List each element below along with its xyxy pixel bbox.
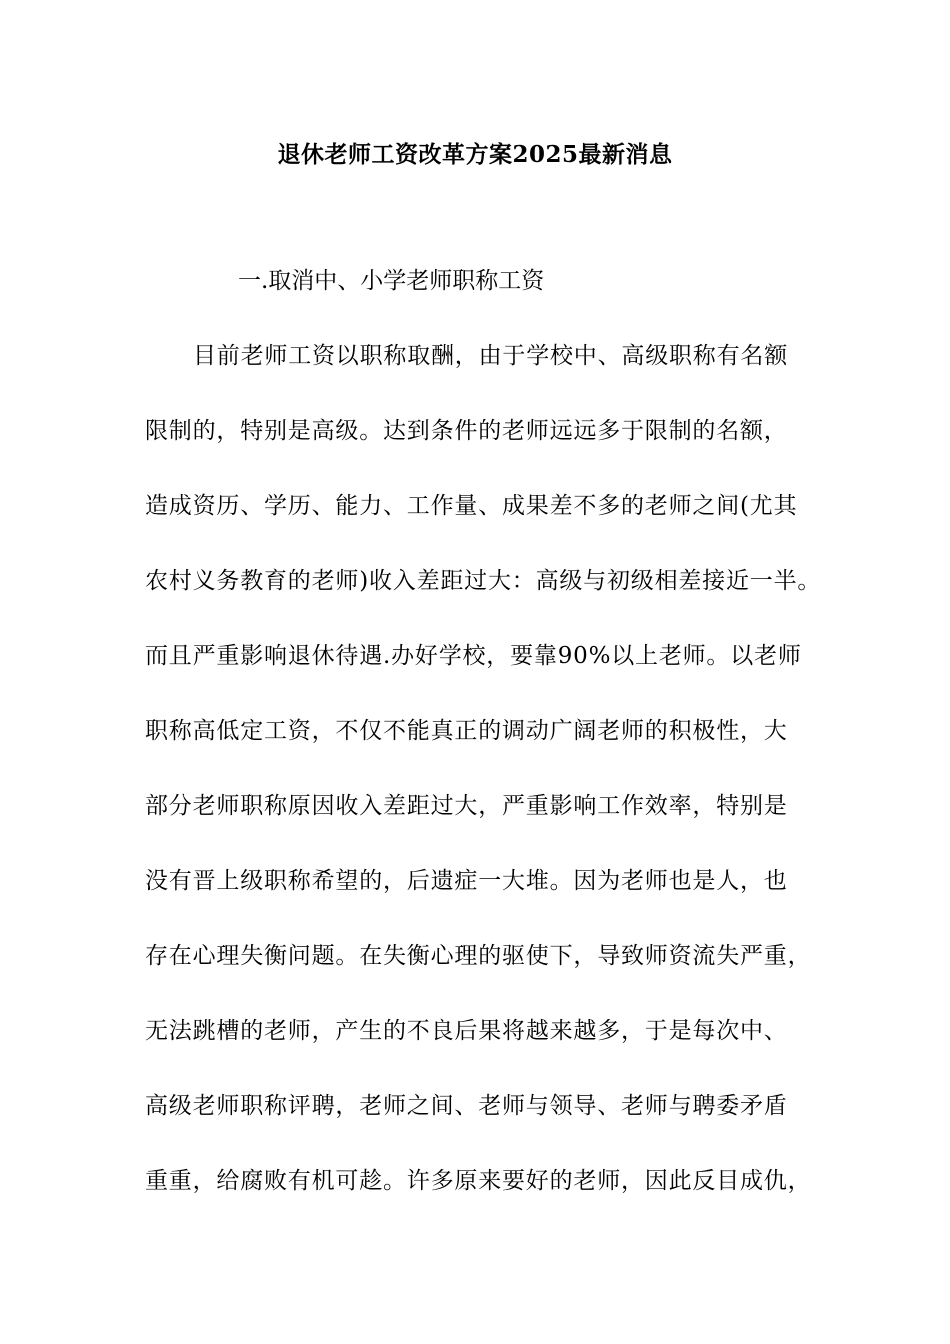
paragraph-line: 没有晋上级职称希望的，后遗症一大堆。因为老师也是人，也: [145, 868, 788, 894]
section-heading: 一.取消中、小学老师职称工资: [238, 268, 545, 294]
paragraph-line: 重重，给腐败有机可趁。许多原来要好的老师，因此反目成仇，: [145, 1168, 812, 1194]
document-title: 退休老师工资改革方案2025最新消息: [277, 141, 673, 168]
paragraph-line: 而且严重影响退休待遇.办好学校，要靠90%以上老师。以老师: [145, 643, 802, 669]
paragraph-line: 高级老师职称评聘，老师之间、老师与领导、老师与聘委矛盾: [145, 1093, 788, 1119]
paragraph-line: 存在心理失衡问题。在失衡心理的驱使下，导致师资流失严重，: [145, 943, 812, 969]
paragraph-line: 限制的，特别是高级。达到条件的老师远远多于限制的名额，: [145, 418, 788, 444]
paragraph-line: 职称高低定工资，不仅不能真正的调动广阔老师的积极性，大: [145, 718, 788, 744]
paragraph-line: 目前老师工资以职称取酬，由于学校中、高级职称有名额: [193, 343, 788, 369]
paragraph-line: 造成资历、学历、能力、工作量、成果差不多的老师之间(尤其: [145, 493, 798, 519]
paragraph-line: 农村义务教育的老师)收入差距过大：高级与初级相差接近一半。: [145, 568, 822, 594]
paragraph-line: 无法跳槽的老师，产生的不良后果将越来越多，于是每次中、: [145, 1018, 788, 1044]
paragraph-line: 部分老师职称原因收入差距过大，严重影响工作效率，特别是: [145, 793, 788, 819]
